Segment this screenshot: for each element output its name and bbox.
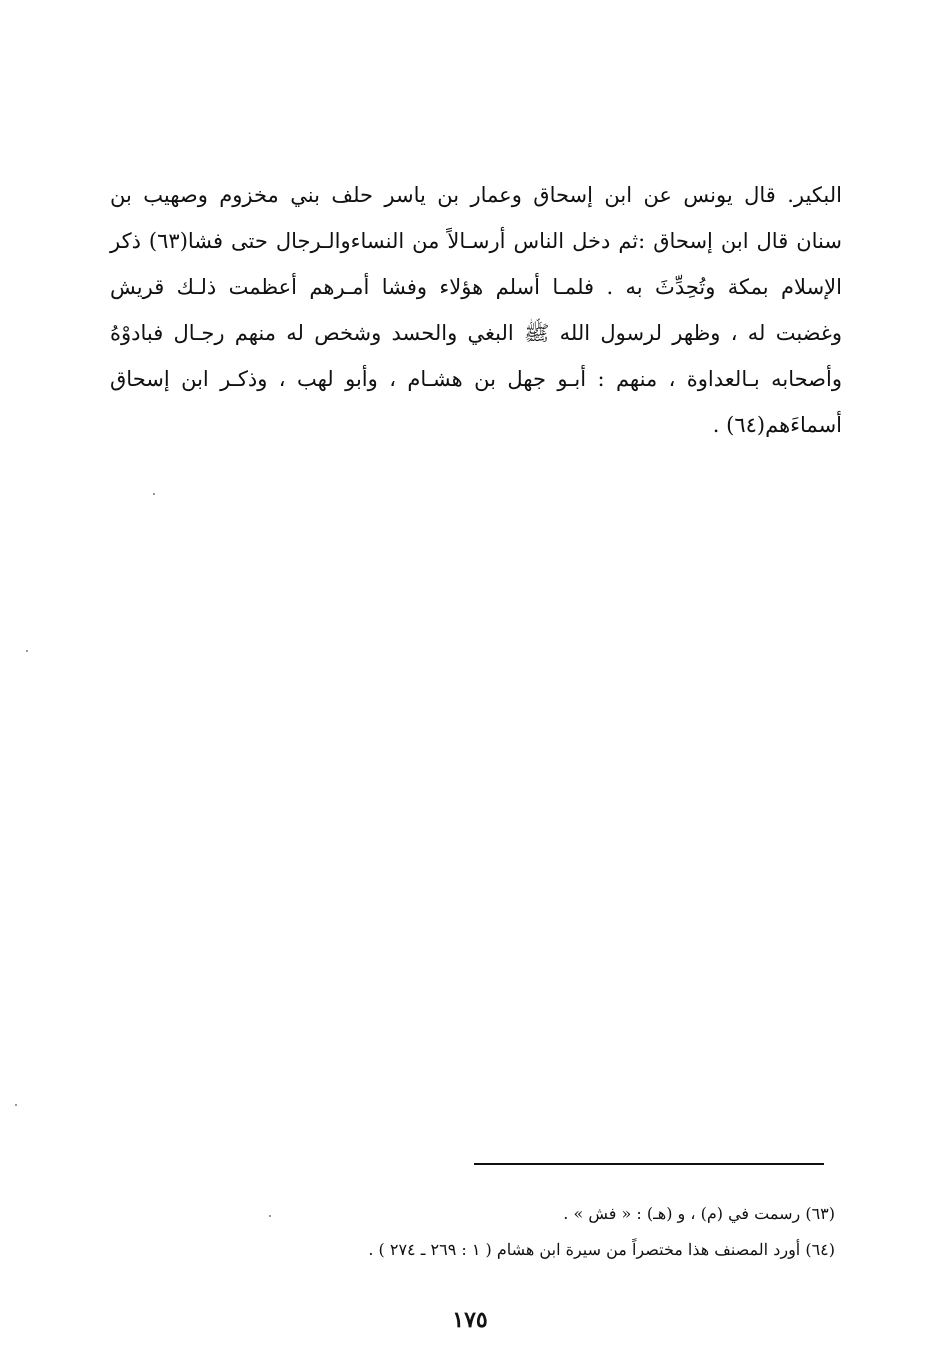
footnote-64: (٦٤) أورد المصنف هذا مختصراً من سيرة ابن هشام ( ١ : ٢٦٩ ـ ٢٧٤ ) .: [368, 1240, 835, 1259]
main-text: [110, 172, 842, 448]
text-line-1: البكير. قال يونس عن ابن إسحاق وعمار بن ياسر حلف بني مخزوم وصهيب بن: [110, 183, 842, 207]
text-line-3: الإسلام بمكة وتُحِدِّثَ به . فلمـا أسلم هؤلاء وفشا أمـرهم أعظمت ذلـك قريش: [110, 275, 842, 299]
page-number: ١٧٥: [452, 1307, 488, 1333]
text-line-4: وغضبت له ، وظهر لرسول الله ﷺ البغي والحسد وشخص له منهم رجـال فبادوْهُ: [110, 321, 842, 345]
scan-speck: [26, 650, 28, 652]
scan-speck: [15, 1104, 17, 1106]
text-line-5: وأصحابه بـالعداوة ، منهم : أبـو جهل بن هشـام ، وأبو لهب ، وذكـر ابن إسحاق: [110, 367, 842, 391]
scan-speck: [153, 493, 155, 495]
text-line-6: أسماءَهم(٦٤) .: [712, 413, 842, 437]
scan-speck: [269, 1215, 271, 1217]
footnote-separator: [474, 1163, 824, 1165]
footnote-63: (٦٣) رسمت في (م) ، و (هـ) : « فش » .: [563, 1204, 835, 1223]
text-line-2: سنان قال ابن إسحاق :ثم دخل الناس أرسـالاً من النساءوالـرجال حتى فشا(٦٣) ذكر: [110, 229, 842, 253]
footnotes: [290, 1196, 835, 1268]
